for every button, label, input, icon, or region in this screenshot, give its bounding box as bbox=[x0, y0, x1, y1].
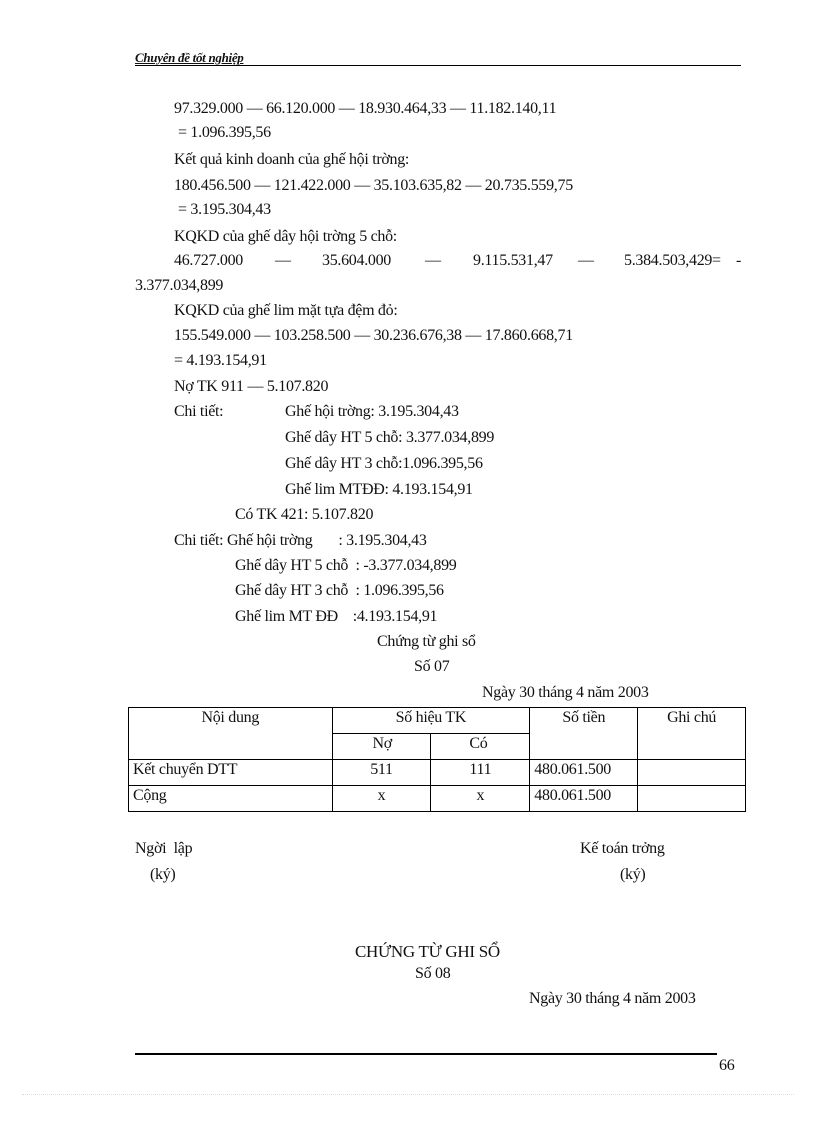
detail-item-3: Ghế dây HT 3 chỗ:1.096.395,56 bbox=[285, 455, 483, 472]
col-header-content: Nội dung bbox=[129, 708, 333, 760]
calc-line-11: = 4.193.154,91 bbox=[174, 352, 267, 369]
table-row bbox=[129, 760, 746, 786]
calc-line-7-f: — bbox=[578, 252, 594, 269]
col-header-amount: Số tiền bbox=[530, 708, 638, 760]
row-credit: x bbox=[431, 786, 530, 812]
page-number: 66 bbox=[719, 1057, 735, 1074]
running-header-title: Chuyên đề tốt nghiệp bbox=[135, 50, 244, 65]
accountant-sign: (ký) bbox=[620, 866, 646, 883]
detail-label: Chi tiết: bbox=[174, 403, 224, 420]
detail2-line-2: Ghế dây HT 5 chỗ : -3.377.034,899 bbox=[235, 557, 457, 574]
accountant-label: Kế toán trởng bbox=[580, 840, 665, 857]
col-header-note: Ghi chú bbox=[638, 708, 746, 760]
detail-item-1: Ghế hội trờng: 3.195.304,43 bbox=[285, 403, 459, 420]
calc-line-9: KQKD của ghế lim mặt tựa đệm đỏ: bbox=[174, 302, 398, 319]
detail2-line-1: Chi tiết: Ghế hội trờng : 3.195.304,43 bbox=[174, 532, 427, 549]
voucher07-title: Chứng từ ghi sổ bbox=[377, 633, 476, 650]
calc-line-7-h: = bbox=[712, 252, 721, 269]
voucher08-date: Ngày 30 tháng 4 năm 2003 bbox=[529, 990, 696, 1007]
row-debit: 511 bbox=[332, 760, 431, 786]
page-edge-dots bbox=[22, 1094, 794, 1095]
row-debit: x bbox=[332, 786, 431, 812]
calc-line-7-g: 5.384.503,429 bbox=[624, 252, 713, 269]
row-amount: 480.061.500 bbox=[530, 760, 638, 786]
voucher07-number: Số 07 bbox=[414, 658, 450, 675]
row-note bbox=[638, 786, 746, 812]
row-content: Kết chuyển DTT bbox=[129, 760, 333, 786]
detail-item-4: Ghế lim MTĐĐ: 4.193.154,91 bbox=[285, 481, 473, 498]
header-rule bbox=[135, 65, 741, 66]
calc-line-6: KQKD của ghế dây hội trờng 5 chỗ: bbox=[174, 228, 397, 245]
calc-line-2: = 1.096.395,56 bbox=[178, 124, 271, 141]
detail2-line-3: Ghế dây HT 3 chỗ : 1.096.395,56 bbox=[235, 582, 444, 599]
voucher07-date: Ngày 30 tháng 4 năm 2003 bbox=[482, 684, 649, 701]
calc-line-3: Kết quả kinh doanh của ghế hội trờng: bbox=[174, 151, 410, 168]
footer-rule bbox=[135, 1053, 717, 1055]
calc-line-8: 3.377.034,899 bbox=[135, 277, 224, 294]
row-amount: 480.061.500 bbox=[530, 786, 638, 812]
calc-line-5: = 3.195.304,43 bbox=[178, 201, 271, 218]
calc-line-12: Nợ TK 911 — 5.107.820 bbox=[174, 378, 329, 395]
row-credit: 111 bbox=[431, 760, 530, 786]
voucher08-number: Số 08 bbox=[415, 965, 451, 982]
calc-line-7-b: — bbox=[275, 252, 291, 269]
detail-item-2: Ghế dây HT 5 chỗ: 3.377.034,899 bbox=[285, 429, 495, 446]
row-note bbox=[638, 760, 746, 786]
calc-line-7-c: 35.604.000 bbox=[322, 252, 392, 269]
detail2-line-4: Ghế lim MT ĐĐ :4.193.154,91 bbox=[235, 608, 438, 625]
voucher07-table bbox=[128, 707, 746, 812]
calc-line-7-a: 46.727.000 bbox=[174, 252, 244, 269]
col-header-debit: Nợ bbox=[332, 734, 431, 760]
credit-line: Có TK 421: 5.107.820 bbox=[235, 506, 374, 523]
preparer-label: Ngời lập bbox=[135, 840, 193, 857]
calc-line-10: 155.549.000 — 103.258.500 — 30.236.676,38 — 17.860.668,71 bbox=[174, 327, 573, 344]
calc-line-4: 180.456.500 — 121.422.000 — 35.103.635,82 — 20.735.559,75 bbox=[174, 177, 573, 194]
calc-line-7-d: — bbox=[425, 252, 441, 269]
calc-line-7-e: 9.115.531,47 bbox=[473, 252, 553, 269]
calc-line-7-i: - bbox=[736, 252, 742, 269]
voucher08-title: CHỨNG TỪ GHI SỔ bbox=[355, 942, 500, 961]
col-header-account: Số hiệu TK bbox=[332, 708, 530, 734]
col-header-credit: Có bbox=[431, 734, 530, 760]
row-content: Cộng bbox=[129, 786, 333, 812]
table-row bbox=[129, 786, 746, 812]
calc-line-1: 97.329.000 — 66.120.000 — 18.930.464,33 — 11.182.140,11 bbox=[174, 100, 557, 117]
preparer-sign: (ký) bbox=[150, 866, 176, 883]
